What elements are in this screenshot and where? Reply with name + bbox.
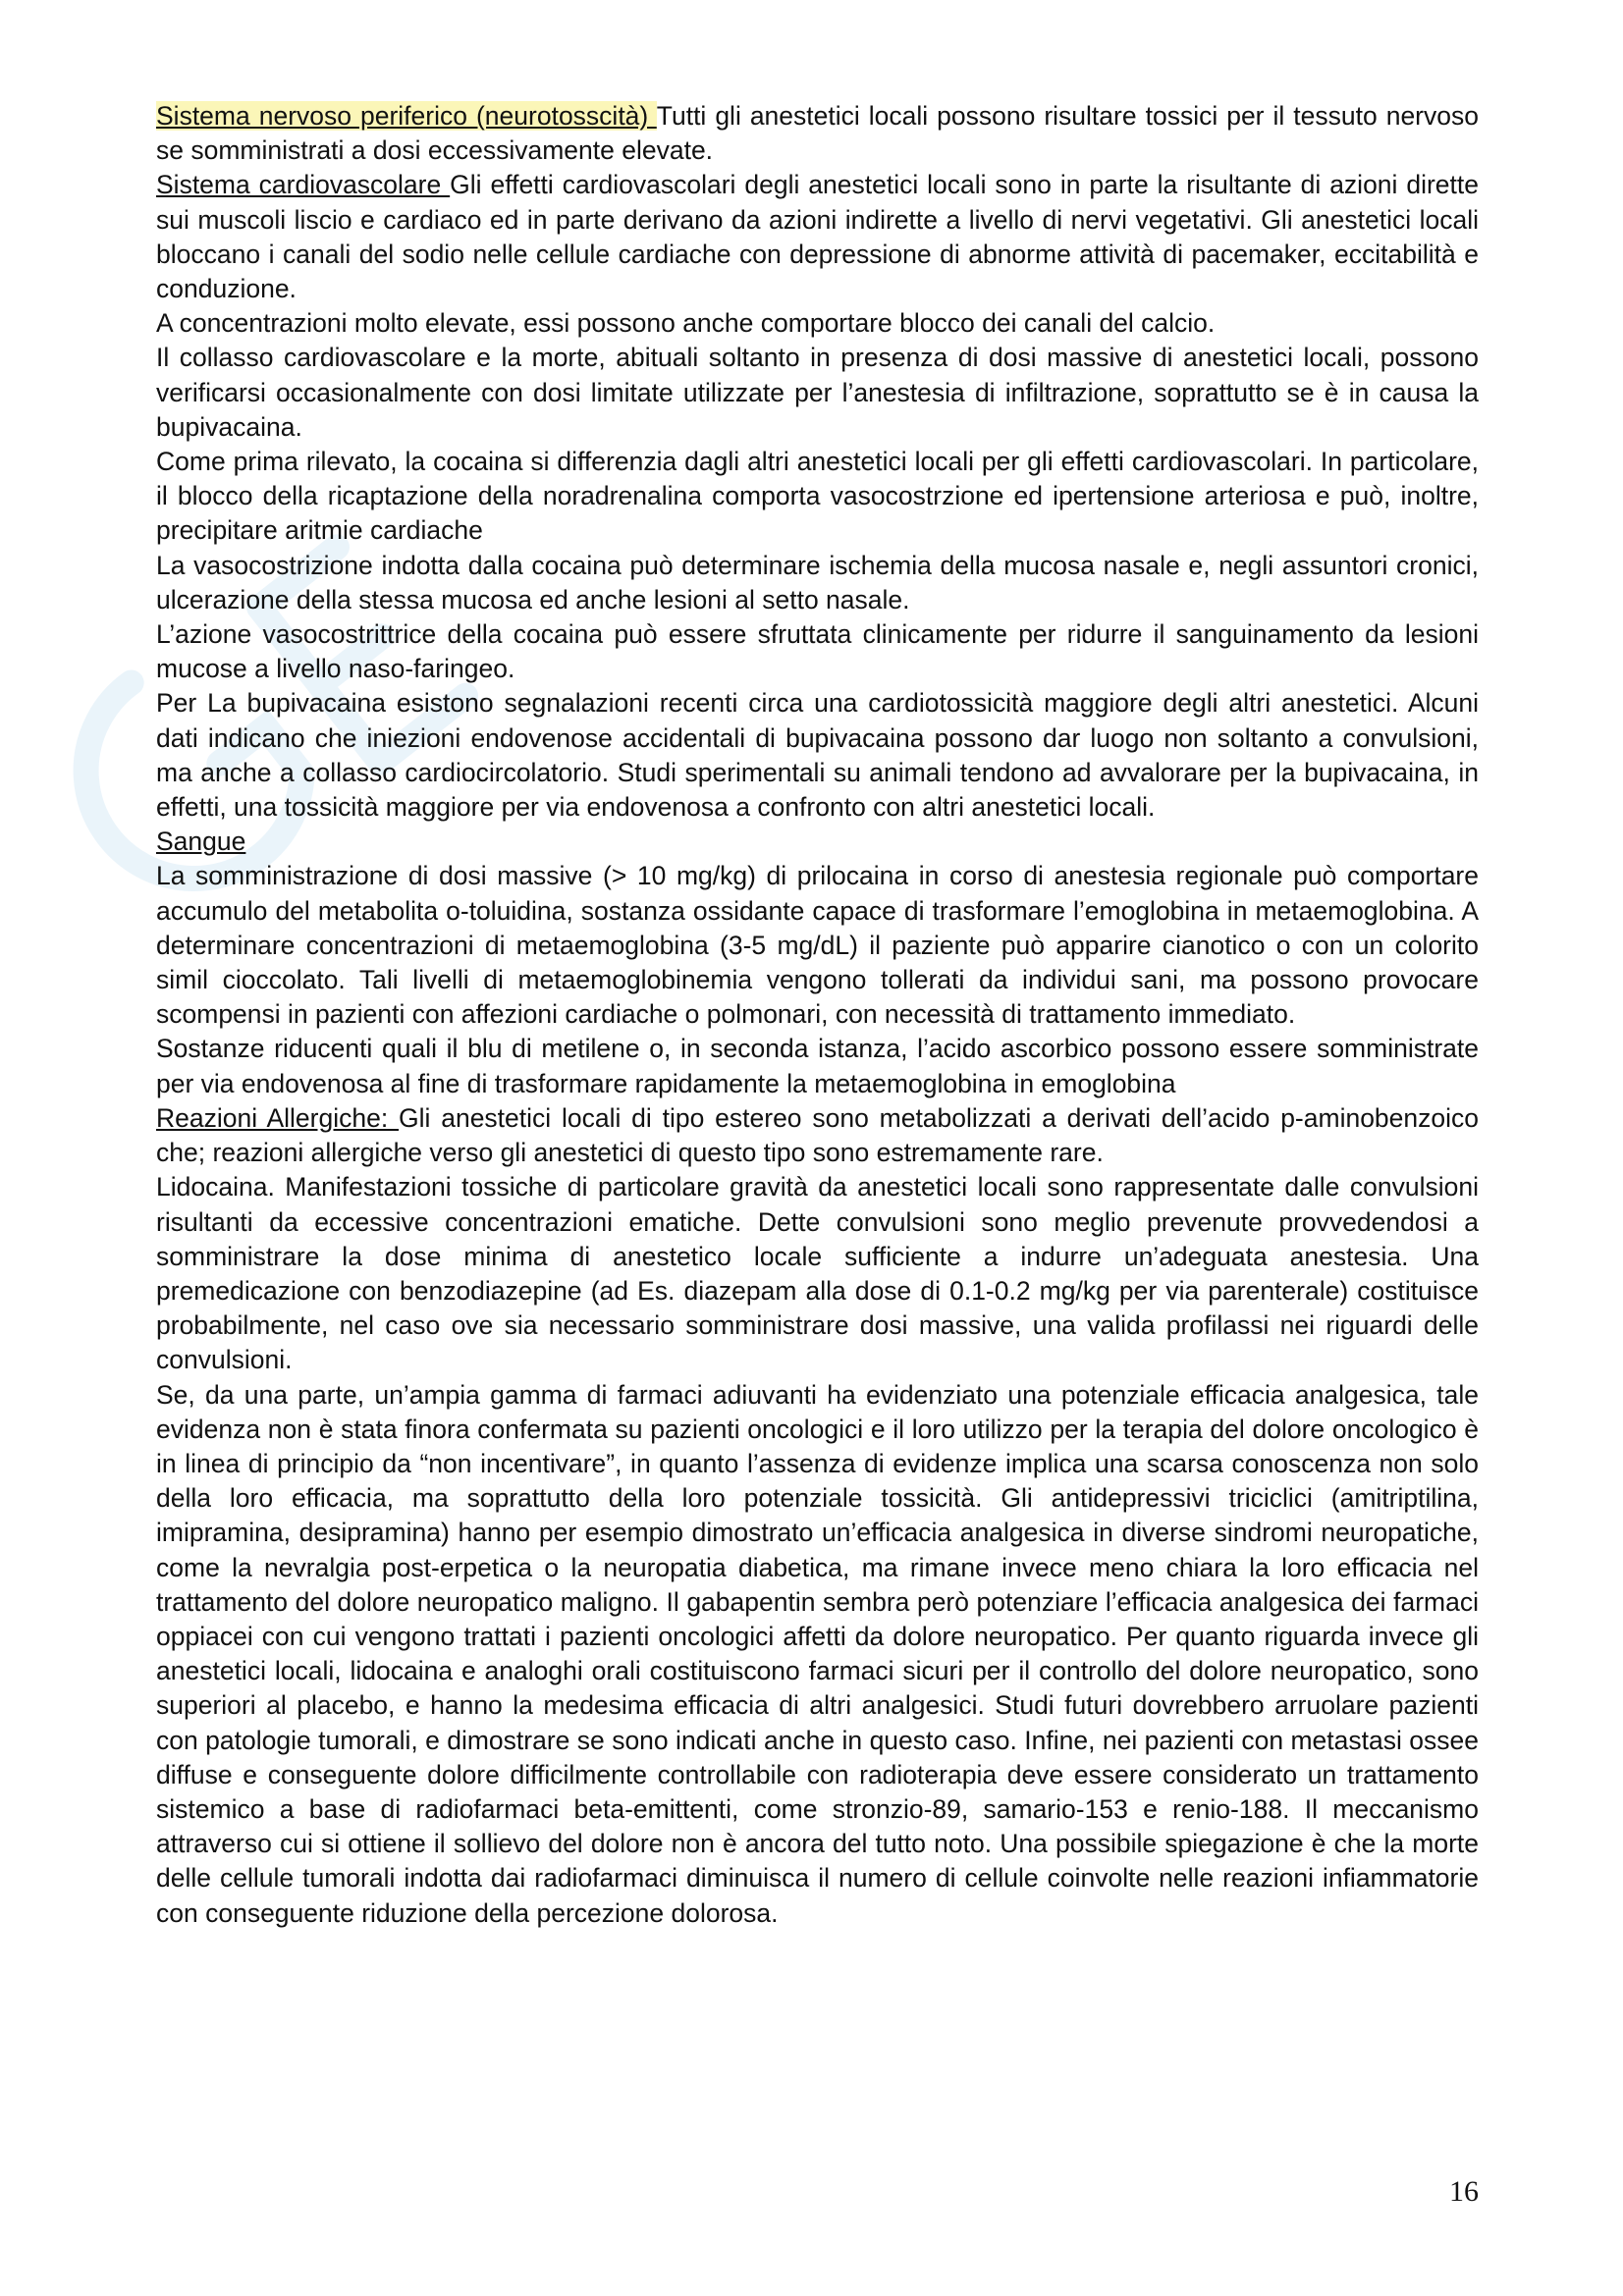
paragraph-text: Il collasso cardiovascolare e la morte, abituali soltanto in presenza di dosi massive di anestetici locali, possono verificarsi occasionalmente con dosi limitate utilizzate per l’anestesia di infiltrazione, soprattutto se è in causa la bupivacaina.	[156, 343, 1479, 442]
paragraph-text: Gli anestetici locali di tipo estereo sono metabolizzati a derivati dell’acido p-aminobenzoico che; reazioni allergiche verso gli anestetici di questo tipo sono estremamente rare.	[156, 1102, 1480, 1168]
paragraph-text: La vasocostrizione indotta dalla cocaina può determinare ischemia della mucosa nasale e, negli assuntori cronici, ulcerazione della stessa mucosa ed anche lesioni al setto nasale.	[156, 550, 1479, 614]
paragraph-text: A concentrazioni molto elevate, essi possono anche comportare blocco dei canali del calcio.	[156, 308, 1216, 339]
paragraph-1	[156, 99, 1479, 168]
paragraph-13	[156, 1170, 1479, 1377]
paragraph-8	[156, 686, 1479, 825]
heading-sistema-nervoso-periferico: Sistema nervoso periferico (neurotosscità)	[156, 101, 657, 131]
paragraph-6	[156, 549, 1479, 617]
paragraph-7	[156, 617, 1479, 686]
paragraph-3	[156, 306, 1479, 341]
paragraph-10	[156, 859, 1479, 1032]
paragraph-text: Sostanze riducenti quali il blu di metilene o, in seconda istanza, l’acido ascorbico possono essere somministrate per via endovenosa al fine di trasformare rapidamente la metaemoglobina in emoglobina	[156, 1034, 1479, 1098]
paragraph-12	[156, 1101, 1479, 1170]
page-number: 16	[1449, 2175, 1479, 2208]
paragraph-text: La somministrazione di dosi massive (> 10 mg/kg) di prilocaina in corso di anestesia regionale può comportare accumulo del metabolita o-toluidina, sostanza ossidante capace di trasformare l’emoglobina in metaemoglobina. A determinare concentrazioni di metaemoglobina (3-5 mg/dL) il paziente può apparire cianotico o con un colorito simil cioccolato. Tali livelli di metaemoglobinemia vengono tollerati da individui sani, ma possono provocare scompensi in pazienti con affezioni cardiache o polmonari, con necessità di trattamento immediato.	[156, 861, 1479, 1030]
paragraph-text: L’azione vasocostrittrice della cocaina può essere sfruttata clinicamente per ridurre il sanguinamento da lesioni mucose a livello naso-faringeo.	[156, 619, 1479, 684]
paragraph-5	[156, 445, 1479, 549]
paragraph-2	[156, 168, 1479, 306]
paragraph-14	[156, 1378, 1479, 1931]
heading-reazioni-allergiche: Reazioni Allergiche:	[156, 1102, 400, 1133]
page-body	[156, 99, 1479, 1931]
paragraph-9	[156, 825, 1479, 859]
heading-sistema-cardiovascolare: Sistema cardiovascolare	[156, 170, 451, 200]
paragraph-11	[156, 1032, 1479, 1100]
heading-sangue: Sangue	[156, 827, 246, 857]
paragraph-4	[156, 341, 1479, 445]
paragraph-text: Come prima rilevato, la cocaina si differenzia dagli altri anestetici locali per gli effetti cardiovascolari. In particolare, il blocco della ricaptazione della noradrenalina comporta vasocostrzione ed ipertensione arteriosa e può, inoltre, precipitare aritmie cardiache	[156, 447, 1479, 546]
paragraph-text: Tutti gli anestetici locali possono risultare tossici per il tessuto nervoso se somministrati a dosi eccessivamente elevate.	[156, 101, 1479, 166]
paragraph-text: Gli effetti cardiovascolari degli anestetici locali sono in parte la risultante di azioni dirette sui muscoli liscio e cardiaco ed in parte derivano da azioni indirette a livello di nervi vegetativi. Gli anestetici locali bloccano i canali del sodio nelle cellule cardiache con depressione di abnorme attività di pacemaker, eccitabilità e conduzione.	[156, 170, 1479, 304]
paragraph-text: Lidocaina. Manifestazioni tossiche di particolare gravità da anestetici locali sono rappresentate dalle convulsioni risultanti da eccessive concentrazioni ematiche. Dette convulsioni sono meglio prevenute provvedendosi a somministrare la dose minima di anestetico locale sufficiente a indurre un’adeguata anestesia. Una premedicazione con benzodiazepine (ad Es. diazepam alla dose di 0.1-0.2 mg/kg per via parenterale) costituisce probabilmente, nel caso ove sia necessario somministrare dosi massive, una valida profilassi nei riguardi delle convulsioni.	[156, 1172, 1479, 1375]
paragraph-text: Per La bupivacaina esistono segnalazioni recenti circa una cardiotossicità maggiore degli altri anestetici. Alcuni dati indicano che iniezioni endovenose accidentali di bupivacaina possono dar luogo non soltanto a convulsioni, ma anche a collasso cardiocircolatorio. Studi sperimentali su animali tendono ad avvalorare per la bupivacaina, in effetti, una tossicità maggiore per via endovenosa a confronto con altri anestetici locali.	[156, 688, 1479, 823]
paragraph-text: Se, da una parte, un’ampia gamma di farmaci adiuvanti ha evidenziato una potenziale efficacia analgesica, tale evidenza non è stata finora confermata su pazienti oncologici e il loro utilizzo per la terapia del dolore oncologico è in linea di principio da “non incentivare”, in quanto l’assenza di evidenze implica una scarsa conoscenza non solo della loro efficacia, ma soprattutto della loro potenziale tossicità. Gli antidepressivi triciclici (amitriptilina, imipramina, desipramina) hanno per esempio dimostrato un’efficacia analgesica in diverse sindromi neuropatiche, come la nevralgia post-erpetica o la neuropatia diabetica, ma rimane invece meno chiara la loro efficacia nel trattamento del dolore neuropatico maligno. Il gabapentin sembra però potenziare l’efficacia analgesica dei farmaci oppiacei con cui vengono trattati i pazienti oncologici affetti da dolore neuropatico. Per quanto riguarda invece gli anestetici locali, lidocaina e analoghi orali costituiscono farmaci sicuri per il controllo del dolore neuropatico, sono superiori al placebo, e hanno la medesima efficacia di altri analgesici. Studi futuri dovrebbero arruolare pazienti con patologie tumorali, e dimostrare se sono indicati anche in questo caso. Infine, nei pazienti con metastasi ossee diffuse e conseguente dolore difficilmente controllabile con radioterapia deve essere considerato un trattamento sistemico a base di radiofarmaci beta-emittenti, come stronzio-89, samario-153 e renio-188. Il meccanismo attraverso cui si ottiene il sollievo del dolore non è ancora del tutto noto. Una possibile spiegazione è che la morte delle cellule tumorali indotta dai radiofarmaci diminuisca il numero di cellule coinvolte nelle reazioni infiammatorie con conseguente riduzione della percezione dolorosa.	[156, 1379, 1479, 1928]
